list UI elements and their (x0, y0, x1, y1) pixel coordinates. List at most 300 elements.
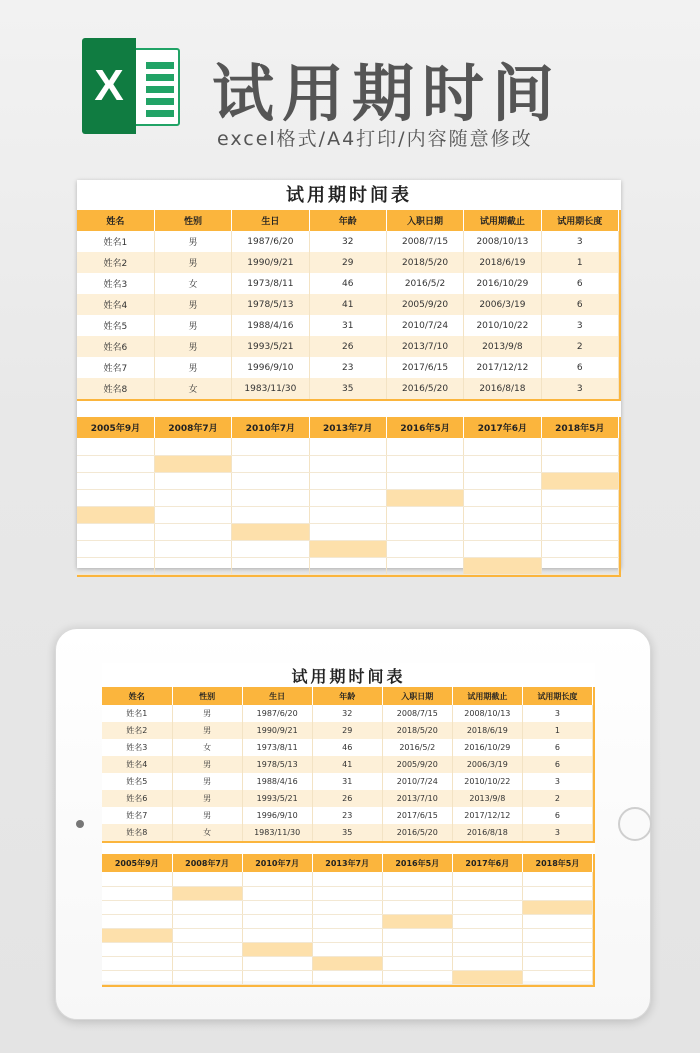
table-cell: 男 (172, 807, 242, 824)
table-cell: 41 (312, 756, 382, 773)
timeline-cell (522, 886, 592, 900)
table-cell: 2010/10/22 (464, 315, 541, 336)
table-cell: 3 (522, 773, 592, 790)
timeline-cell (154, 540, 231, 557)
timeline-cell (102, 886, 172, 900)
timeline-row (77, 523, 619, 540)
table-header-row (77, 210, 619, 231)
timeline-cell (541, 557, 618, 574)
timeline-column-header: 2008年7月 (154, 417, 231, 438)
timeline-cell (541, 472, 618, 489)
table-cell: 1988/4/16 (232, 315, 309, 336)
column-header: 试用期长度 (522, 687, 592, 705)
table-row (102, 824, 593, 841)
timeline-cell (382, 928, 452, 942)
table-cell: 26 (312, 790, 382, 807)
timeline-cell (452, 886, 522, 900)
camera-icon (76, 820, 84, 828)
timeline-cell (452, 956, 522, 970)
table-cell: 2016/5/20 (386, 378, 463, 399)
table-cell: 2010/10/22 (452, 773, 522, 790)
table-cell: 2016/8/18 (464, 378, 541, 399)
timeline-cell (77, 506, 154, 523)
table-cell: 6 (541, 294, 618, 315)
table-cell: 1978/5/13 (242, 756, 312, 773)
timeline-cell (312, 872, 382, 886)
table-cell: 男 (154, 357, 231, 378)
timeline-column-header: 2017年6月 (464, 417, 541, 438)
timeline-cell (522, 942, 592, 956)
timeline-column-header: 2013年7月 (309, 417, 386, 438)
timeline-cell (541, 438, 618, 455)
table-cell: 女 (154, 378, 231, 399)
table-cell: 姓名8 (102, 824, 172, 841)
timeline-cell (312, 900, 382, 914)
timeline-cell (77, 523, 154, 540)
table-cell: 6 (522, 756, 592, 773)
table-cell: 2017/6/15 (382, 807, 452, 824)
timeline-cell (386, 523, 463, 540)
timeline-column-header: 2016年5月 (386, 417, 463, 438)
timeline-cell (386, 438, 463, 455)
timeline-row (102, 914, 593, 928)
timeline-cell (522, 970, 592, 984)
table-cell: 姓名2 (77, 252, 154, 273)
table-cell: 女 (172, 739, 242, 756)
table-cell: 2017/12/12 (452, 807, 522, 824)
timeline-row (77, 455, 619, 472)
timeline-row (102, 956, 593, 970)
table-cell: 2018/6/19 (452, 722, 522, 739)
timeline-cell (102, 942, 172, 956)
timeline-cell (382, 872, 452, 886)
table-cell: 2018/6/19 (464, 252, 541, 273)
table-cell: 1996/9/10 (242, 807, 312, 824)
table-cell: 2005/9/20 (382, 756, 452, 773)
table-cell: 3 (541, 231, 618, 252)
table-cell: 2016/5/20 (382, 824, 452, 841)
table-cell: 1988/4/16 (242, 773, 312, 790)
table-cell: 姓名4 (102, 756, 172, 773)
table-row (102, 756, 593, 773)
timeline-cell (464, 472, 541, 489)
timeline-cell (172, 956, 242, 970)
timeline-cell (464, 489, 541, 506)
timeline-column-header: 2018年5月 (541, 417, 618, 438)
column-header: 试用期截止 (464, 210, 541, 231)
timeline-row (102, 872, 593, 886)
timeline-cell (154, 455, 231, 472)
timeline-cell (242, 886, 312, 900)
timeline-cell (382, 900, 452, 914)
page-title: 试用期时间 (212, 57, 563, 130)
timeline-header-row (77, 417, 619, 438)
timeline-cell (522, 928, 592, 942)
table-cell: 2005/9/20 (386, 294, 463, 315)
timeline-cell (232, 540, 309, 557)
timeline-cell (541, 506, 618, 523)
column-header: 生日 (242, 687, 312, 705)
timeline-cell (309, 540, 386, 557)
table-row (77, 294, 619, 315)
timeline-row (77, 489, 619, 506)
timeline-cell (309, 455, 386, 472)
timeline-row (102, 928, 593, 942)
table-cell: 35 (309, 378, 386, 399)
tablet-employee-table (102, 687, 593, 841)
timeline-cell (522, 872, 592, 886)
table-cell: 男 (172, 705, 242, 722)
tablet-table-header-row (102, 687, 593, 705)
table-cell: 2008/10/13 (452, 705, 522, 722)
timeline-cell (382, 942, 452, 956)
timeline-row (102, 942, 593, 956)
employee-table (77, 210, 619, 399)
table-cell: 1983/11/30 (232, 378, 309, 399)
timeline-cell (77, 472, 154, 489)
table-cell: 31 (312, 773, 382, 790)
timeline-cell (242, 872, 312, 886)
timeline-cell (386, 489, 463, 506)
timeline-cell (452, 900, 522, 914)
timeline-cell (312, 914, 382, 928)
timeline-cell (309, 557, 386, 574)
column-header: 生日 (232, 210, 309, 231)
timeline-cell (77, 489, 154, 506)
table-cell: 姓名7 (102, 807, 172, 824)
timeline-cell (232, 557, 309, 574)
timeline-cell (232, 523, 309, 540)
timeline-cell (382, 914, 452, 928)
timeline-cell (154, 523, 231, 540)
timeline-cell (312, 942, 382, 956)
timeline-cell (464, 506, 541, 523)
table-cell: 1973/8/11 (232, 273, 309, 294)
timeline-cell (172, 900, 242, 914)
timeline-cell (172, 970, 242, 984)
table-cell: 41 (309, 294, 386, 315)
table-cell: 姓名8 (77, 378, 154, 399)
timeline-cell (386, 472, 463, 489)
table-cell: 2013/9/8 (464, 336, 541, 357)
timeline-column-header: 2016年5月 (382, 854, 452, 872)
table-cell: 姓名1 (77, 231, 154, 252)
tablet-sheet-title: 试用期时间表 (291, 667, 406, 686)
table-cell: 姓名4 (77, 294, 154, 315)
table-cell: 1987/6/20 (232, 231, 309, 252)
timeline-column-header: 2017年6月 (452, 854, 522, 872)
timeline-row (77, 540, 619, 557)
table-row (102, 773, 593, 790)
timeline-cell (242, 942, 312, 956)
table-cell: 23 (309, 357, 386, 378)
timeline-cell (232, 506, 309, 523)
spreadsheet-preview (77, 180, 621, 568)
timeline-cell (172, 872, 242, 886)
timeline-cell (232, 472, 309, 489)
column-header: 性别 (154, 210, 231, 231)
timeline-cell (242, 970, 312, 984)
timeline-cell (541, 523, 618, 540)
table-cell: 29 (312, 722, 382, 739)
table-cell: 姓名3 (102, 739, 172, 756)
table-cell: 46 (309, 273, 386, 294)
home-button-icon (618, 807, 652, 841)
table-cell: 6 (541, 273, 618, 294)
column-header: 入职日期 (382, 687, 452, 705)
table-cell: 2018/5/20 (382, 722, 452, 739)
table-cell: 2 (541, 336, 618, 357)
table-cell: 女 (154, 273, 231, 294)
table-cell: 26 (309, 336, 386, 357)
timeline-cell (464, 557, 541, 574)
timeline-cell (386, 506, 463, 523)
timeline-cell (452, 928, 522, 942)
table-row (102, 790, 593, 807)
timeline-cell (102, 928, 172, 942)
table-cell: 女 (172, 824, 242, 841)
table-cell: 男 (154, 231, 231, 252)
table-cell: 1978/5/13 (232, 294, 309, 315)
table-cell: 2008/10/13 (464, 231, 541, 252)
timeline-row (102, 886, 593, 900)
timeline-cell (452, 914, 522, 928)
table-row (102, 722, 593, 739)
timeline-cell (77, 557, 154, 574)
table-cell: 姓名2 (102, 722, 172, 739)
timeline-cell (312, 970, 382, 984)
timeline-column-header: 2018年5月 (522, 854, 592, 872)
table-row (102, 739, 593, 756)
table-cell: 2010/7/24 (382, 773, 452, 790)
timeline-cell (154, 438, 231, 455)
timeline-cell (102, 956, 172, 970)
sheet-title: 试用期时间表 (286, 185, 412, 206)
tablet-spreadsheet-preview (102, 663, 595, 981)
timeline-column-header: 2010年7月 (242, 854, 312, 872)
table-cell: 2018/5/20 (386, 252, 463, 273)
timeline-cell (309, 438, 386, 455)
timeline-cell (309, 523, 386, 540)
timeline-cell (541, 455, 618, 472)
table-cell: 男 (154, 336, 231, 357)
timeline-cell (541, 489, 618, 506)
timeline-cell (232, 489, 309, 506)
timeline-cell (102, 914, 172, 928)
timeline-cell (464, 523, 541, 540)
table-cell: 姓名6 (77, 336, 154, 357)
timeline-cell (242, 900, 312, 914)
timeline-cell (102, 872, 172, 886)
table-cell: 男 (172, 773, 242, 790)
timeline-cell (242, 914, 312, 928)
table-cell: 3 (541, 315, 618, 336)
timeline-cell (386, 557, 463, 574)
table-row (77, 378, 619, 399)
table-cell: 姓名3 (77, 273, 154, 294)
timeline-cell (77, 455, 154, 472)
table-cell: 男 (154, 294, 231, 315)
timeline-cell (154, 489, 231, 506)
table-cell: 男 (154, 315, 231, 336)
timeline-cell (154, 557, 231, 574)
table-cell: 姓名5 (102, 773, 172, 790)
table-cell: 2017/12/12 (464, 357, 541, 378)
timeline-cell (386, 540, 463, 557)
table-cell: 3 (541, 378, 618, 399)
timeline-cell (312, 886, 382, 900)
timeline-row (102, 970, 593, 984)
table-row (77, 273, 619, 294)
timeline-cell (242, 928, 312, 942)
timeline-cell (154, 506, 231, 523)
timeline-column-header: 2010年7月 (232, 417, 309, 438)
column-header: 性别 (172, 687, 242, 705)
column-header: 年龄 (312, 687, 382, 705)
timeline-column-header: 2008年7月 (172, 854, 242, 872)
timeline-cell (452, 970, 522, 984)
timeline-row (77, 472, 619, 489)
timeline-table (77, 417, 619, 575)
page-subtitle: excel格式/A4打印/内容随意修改 (217, 128, 533, 150)
timeline-cell (232, 438, 309, 455)
table-row (102, 807, 593, 824)
table-cell: 男 (154, 252, 231, 273)
table-cell: 2016/5/2 (382, 739, 452, 756)
table-cell: 2006/3/19 (452, 756, 522, 773)
table-cell: 男 (172, 756, 242, 773)
table-cell: 31 (309, 315, 386, 336)
table-cell: 3 (522, 824, 592, 841)
column-header: 姓名 (102, 687, 172, 705)
timeline-column-header: 2005年9月 (77, 417, 154, 438)
timeline-cell (232, 455, 309, 472)
table-cell: 姓名1 (102, 705, 172, 722)
timeline-cell (522, 914, 592, 928)
excel-letter: X (94, 61, 124, 110)
table-row (102, 705, 593, 722)
tablet-timeline-header-row (102, 854, 593, 872)
timeline-cell (309, 506, 386, 523)
timeline-cell (452, 942, 522, 956)
column-header: 入职日期 (386, 210, 463, 231)
table-cell: 1973/8/11 (242, 739, 312, 756)
timeline-row (102, 900, 593, 914)
excel-badge (82, 38, 136, 134)
table-cell: 1993/5/21 (232, 336, 309, 357)
table-row (77, 231, 619, 252)
table-cell: 3 (522, 705, 592, 722)
table-cell: 2017/6/15 (386, 357, 463, 378)
timeline-cell (77, 540, 154, 557)
timeline-cell (386, 455, 463, 472)
column-header: 姓名 (77, 210, 154, 231)
table-cell: 1996/9/10 (232, 357, 309, 378)
table-row (77, 252, 619, 273)
table-cell: 1983/11/30 (242, 824, 312, 841)
timeline-cell (309, 472, 386, 489)
timeline-cell (172, 914, 242, 928)
timeline-cell (464, 540, 541, 557)
table-cell: 6 (541, 357, 618, 378)
timeline-cell (77, 438, 154, 455)
table-cell: 1993/5/21 (242, 790, 312, 807)
timeline-cell (172, 942, 242, 956)
table-cell: 1 (541, 252, 618, 273)
timeline-row (77, 438, 619, 455)
table-cell: 1990/9/21 (242, 722, 312, 739)
table-cell: 姓名5 (77, 315, 154, 336)
table-cell: 2013/9/8 (452, 790, 522, 807)
timeline-cell (242, 956, 312, 970)
table-cell: 1 (522, 722, 592, 739)
table-cell: 6 (522, 739, 592, 756)
table-cell: 29 (309, 252, 386, 273)
table-cell: 男 (172, 790, 242, 807)
timeline-cell (172, 928, 242, 942)
table-cell: 姓名7 (77, 357, 154, 378)
table-cell: 2008/7/15 (386, 231, 463, 252)
timeline-row (77, 557, 619, 574)
table-row (77, 336, 619, 357)
table-cell: 2016/10/29 (452, 739, 522, 756)
timeline-cell (172, 886, 242, 900)
timeline-cell (102, 970, 172, 984)
tablet-timeline-table (102, 854, 593, 985)
timeline-cell (312, 928, 382, 942)
table-cell: 2016/10/29 (464, 273, 541, 294)
table-cell: 2008/7/15 (382, 705, 452, 722)
table-cell: 23 (312, 807, 382, 824)
table-cell: 男 (172, 722, 242, 739)
timeline-cell (382, 956, 452, 970)
table-cell: 1987/6/20 (242, 705, 312, 722)
timeline-cell (452, 872, 522, 886)
timeline-cell (382, 886, 452, 900)
column-header: 试用期长度 (541, 210, 618, 231)
timeline-row (77, 506, 619, 523)
table-cell: 6 (522, 807, 592, 824)
timeline-cell (154, 472, 231, 489)
timeline-cell (541, 540, 618, 557)
timeline-cell (522, 956, 592, 970)
table-cell: 2 (522, 790, 592, 807)
table-cell: 2016/5/2 (386, 273, 463, 294)
table-cell: 32 (312, 705, 382, 722)
timeline-cell (102, 900, 172, 914)
table-cell: 46 (312, 739, 382, 756)
column-header: 年龄 (309, 210, 386, 231)
table-cell: 2013/7/10 (382, 790, 452, 807)
table-cell: 2016/8/18 (452, 824, 522, 841)
timeline-cell (464, 438, 541, 455)
table-cell: 1990/9/21 (232, 252, 309, 273)
table-row (77, 315, 619, 336)
timeline-cell (312, 956, 382, 970)
timeline-cell (464, 455, 541, 472)
table-cell: 32 (309, 231, 386, 252)
excel-logo-icon (82, 38, 182, 134)
column-header: 试用期截止 (452, 687, 522, 705)
timeline-column-header: 2005年9月 (102, 854, 172, 872)
table-cell: 2013/7/10 (386, 336, 463, 357)
table-row (77, 357, 619, 378)
table-cell: 姓名6 (102, 790, 172, 807)
table-cell: 35 (312, 824, 382, 841)
timeline-column-header: 2013年7月 (312, 854, 382, 872)
timeline-cell (522, 900, 592, 914)
table-cell: 2006/3/19 (464, 294, 541, 315)
